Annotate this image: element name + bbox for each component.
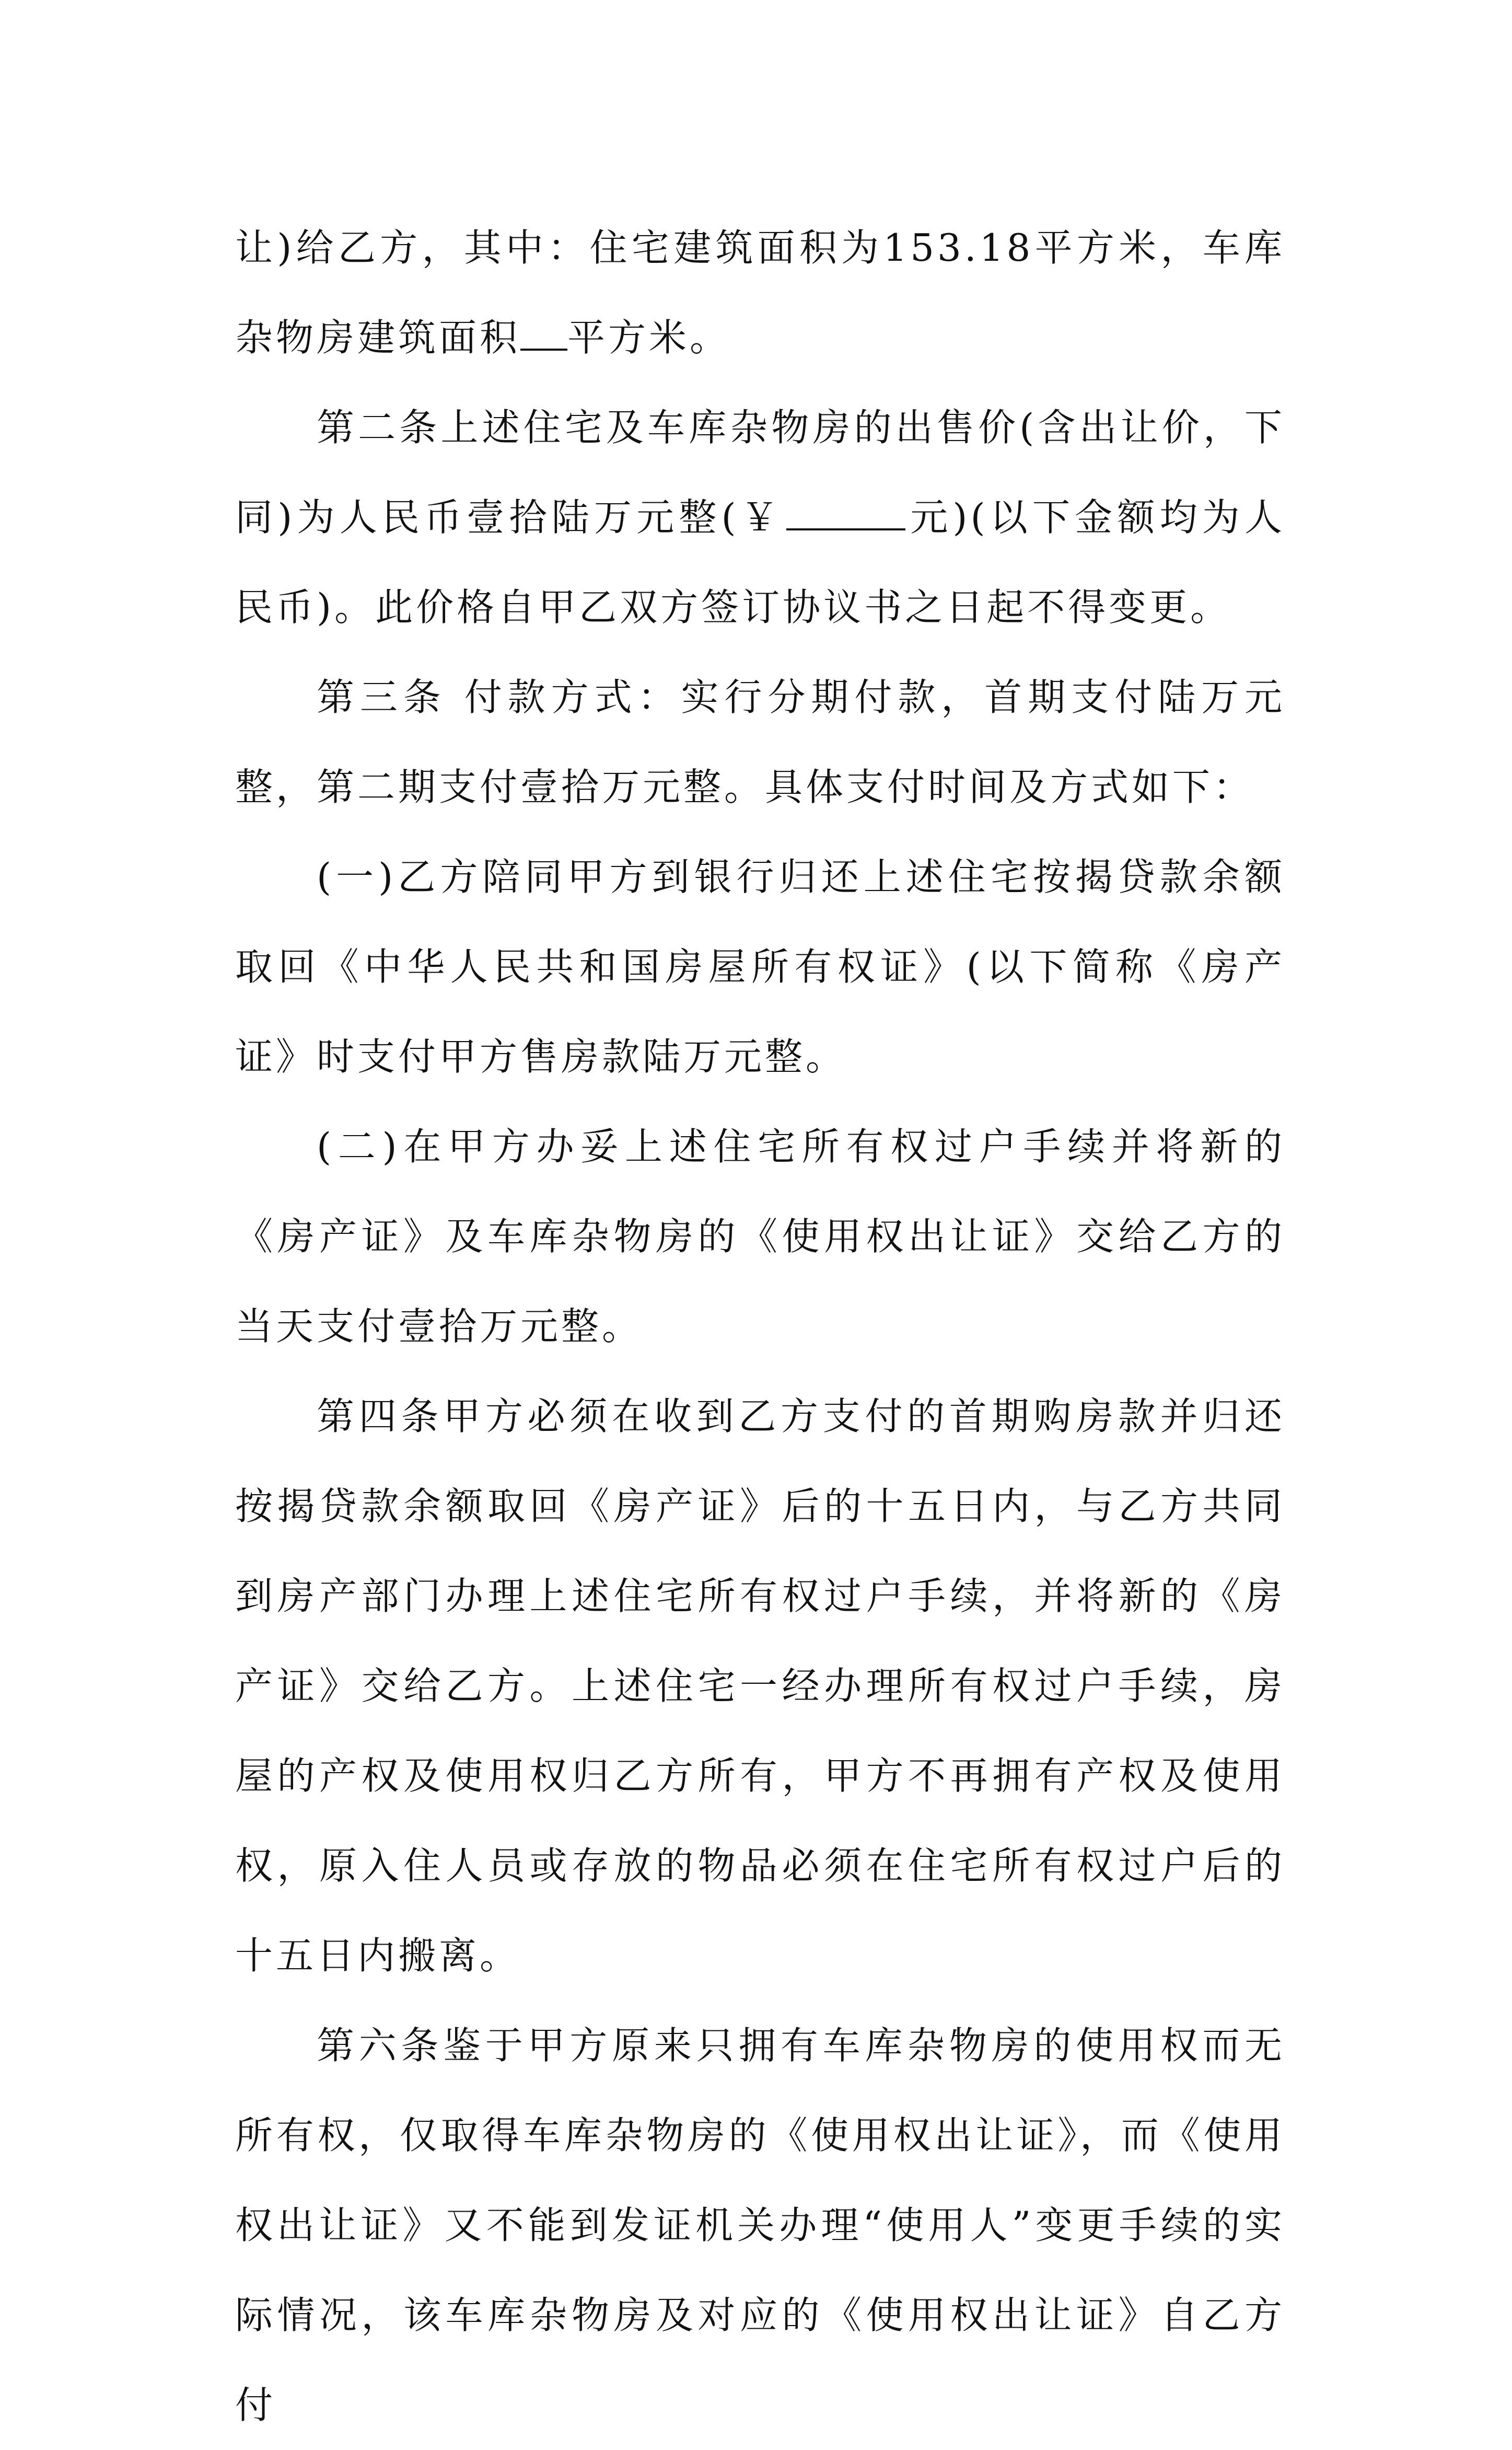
document-body (235, 203, 1285, 2450)
area-text-part-1: 让)给乙方，其中：住宅建筑面积为153.18平方米，车库杂物房建筑面积 (235, 226, 1285, 360)
blank-garage-area (520, 318, 567, 351)
paragraph-payment-item-1: (一)乙方陪同甲方到银行归还上述住宅按揭贷款余额取回《中华人民共和国房屋所有权证》(以下简称《房产证》时支付甲方售房款陆万元整。 (235, 855, 1285, 1079)
paragraph-article-2 (235, 383, 1285, 652)
area-text-part-2: 平方米。 (567, 316, 731, 360)
paragraph-payment-item-2: (二)在甲方办妥上述住宅所有权过户手续并将新的《房产证》及车库杂物房的《使用权出让证》交给乙方的当天支付壹拾万元整。 (235, 1125, 1285, 1348)
paragraph-article-6: 第六条鉴于甲方原来只拥有车库杂物房的使用权而无所有权，仅取得车库杂物房的《使用权出让证》，而《使用权出让证》又不能到发证机关办理“使用人”变更手续的实际情况，该车库杂物房及对应的《使用权出让证》自乙方付 (235, 2024, 1285, 2427)
blank-price-amount (786, 498, 905, 530)
price-text-part-2: 元)(以下金额均为人民币)。此价格自甲乙双方签订协议书之日起不得变更。 (235, 495, 1285, 629)
paragraph-area-continuation (235, 203, 1285, 383)
price-text-part-1: 第二条上述住宅及车库杂物房的出售价(含出让价，下同)为人民币壹拾陆万元整(￥ (235, 406, 1285, 539)
paragraph-article-4: 第四条甲方必须在收到乙方支付的首期购房款并归还按揭贷款余额取回《房产证》后的十五日内，与乙方共同到房产部门办理上述住宅所有权过户手续，并将新的《房产证》交给乙方。上述住宅一经办理所有权过户手续，房屋的产权及使用权归乙方所有，甲方不再拥有产权及使用权，原入住人员或存放的物品必须在住宅所有权过户后的十五日内搬离。 (235, 1394, 1285, 1978)
paragraph-article-3: 第三条 付款方式：实行分期付款，首期支付陆万元整，第二期支付壹拾万元整。具体支付时间及方式如下： (235, 675, 1285, 809)
